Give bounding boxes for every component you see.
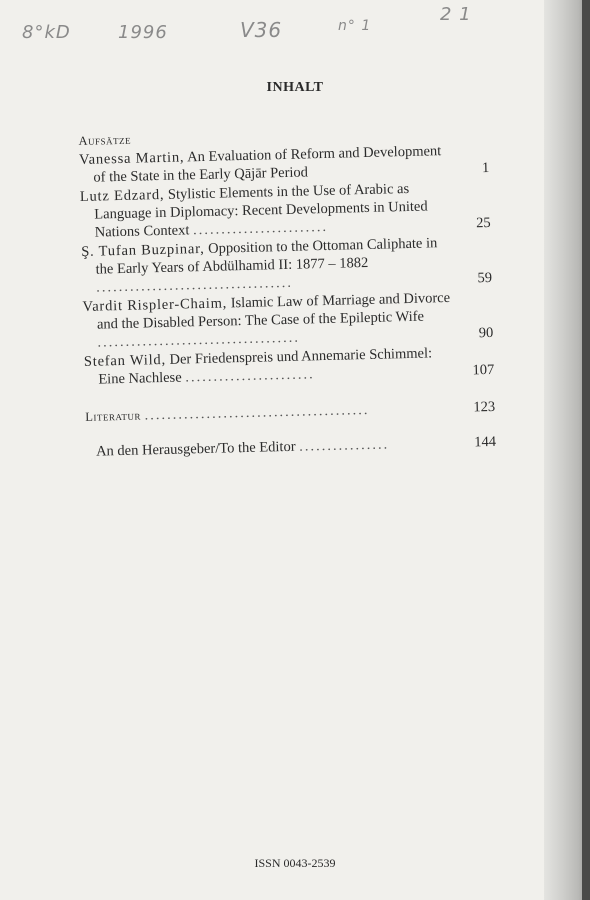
handwritten-note: 1996 <box>118 22 168 43</box>
handwritten-note: V36 <box>240 18 283 42</box>
entry-page-number: 59 <box>477 269 493 287</box>
toc-entry <box>82 288 493 352</box>
dot-leader: ................ <box>298 436 390 455</box>
handwritten-note: 2 1 <box>440 4 472 25</box>
entry-author: Ş. Tufan Buzpinar, <box>81 240 205 260</box>
entry-page-number: 107 <box>472 361 495 379</box>
entry-title: Islamic Law of Marriage and Divorce and the Disabled Person: The Case of the Epileptic Wife <box>96 289 451 333</box>
entry-page-number: 90 <box>478 324 494 342</box>
toc-entry <box>81 233 492 297</box>
entry-author: Vanessa Martin, <box>78 149 185 168</box>
entry-page-number: 123 <box>473 398 496 416</box>
entry-page-number: 1 <box>481 159 490 177</box>
page-title: INHALT <box>266 80 324 95</box>
handwritten-note: 8°kD <box>22 22 71 43</box>
section-label-literatur: Literatur <box>85 408 142 424</box>
entry-title: Der Friedenspreis und Annemarie Schimmel: Eine Nachlese <box>98 345 433 388</box>
section-label-editor: An den Herausgeber/To the Editor <box>95 438 296 460</box>
dot-leader: .................................... <box>97 329 301 351</box>
table-of-contents <box>78 110 496 461</box>
entry-title: Stylistic Elements in the Use of Arabic as Language in Diplomacy: Recent Developments in United Nations Context <box>94 180 428 241</box>
entry-title: Opposition to the Ottoman Caliphate in the Early Years of Abdülhamid II: 1877 – 1882 <box>95 235 438 278</box>
handwritten-note: n° 1 <box>338 18 372 34</box>
entry-title: An Evaluation of Reform and Development of the State in the Early Qājār Period <box>93 143 442 186</box>
entry-page-number: 25 <box>475 214 491 232</box>
toc-entry <box>80 178 491 242</box>
dot-leader: ........................................ <box>144 401 370 424</box>
binding-edge <box>582 0 590 900</box>
dot-leader: ....................... <box>185 366 315 386</box>
dot-leader: ........................ <box>192 218 329 239</box>
entry-author: Vardit Rispler-Chaim, <box>82 295 228 315</box>
dot-leader: ................................... <box>95 274 294 296</box>
entry-author: Lutz Edzard, <box>79 186 165 205</box>
entry-page-number: 144 <box>474 433 497 451</box>
issn-number: ISSN 0043-2539 <box>254 856 336 870</box>
section-heading-aufsaetze: Aufsätze <box>78 132 132 148</box>
entry-author: Stefan Wild, <box>83 351 167 370</box>
